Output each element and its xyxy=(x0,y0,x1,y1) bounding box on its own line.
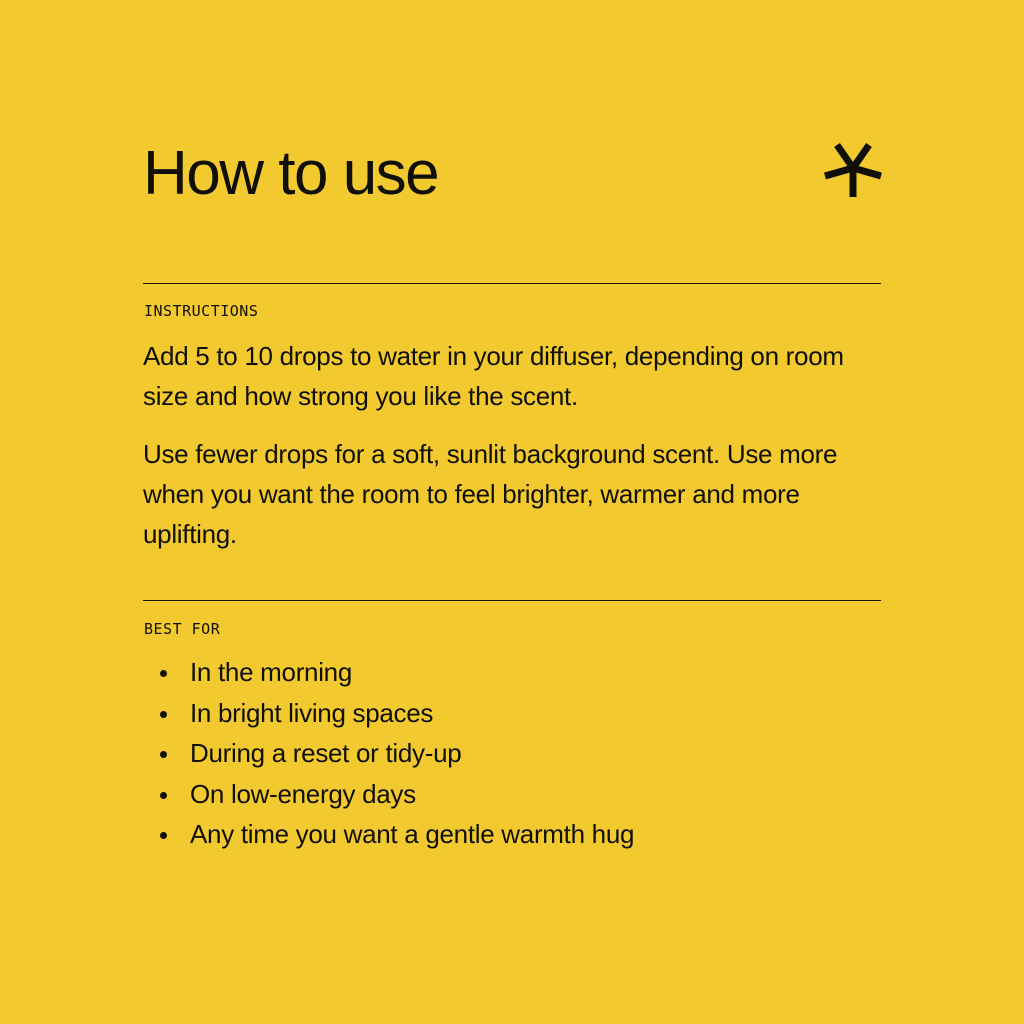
instructions-paragraph-2: Use fewer drops for a soft, sunlit background scent. Use more when you want the room to feel brighter, warmer and more uplifting. xyxy=(143,439,838,549)
bullet-icon xyxy=(160,711,167,718)
bullet-icon xyxy=(160,751,167,758)
bullet-icon xyxy=(160,670,167,677)
asterisk-logo-icon xyxy=(822,142,884,198)
bullet-icon xyxy=(160,792,167,799)
list-item: In bright living spaces xyxy=(160,693,634,734)
list-item: Any time you want a gentle warmth hug xyxy=(160,814,634,855)
bullet-icon xyxy=(160,832,167,839)
list-item: During a reset or tidy-up xyxy=(160,733,634,774)
page-title: How to use xyxy=(143,139,439,208)
best-for-label: BEST FOR xyxy=(144,620,221,638)
instructions-paragraph-1: Add 5 to 10 drops to water in your diffuser, depending on room size and how strong you like the scent. xyxy=(143,341,844,411)
divider-middle xyxy=(143,600,881,601)
best-for-list xyxy=(160,652,634,855)
list-item: On low-energy days xyxy=(160,774,634,815)
list-item: In the morning xyxy=(160,652,634,693)
divider-top xyxy=(143,283,881,284)
instructions-label: INSTRUCTIONS xyxy=(144,302,259,320)
